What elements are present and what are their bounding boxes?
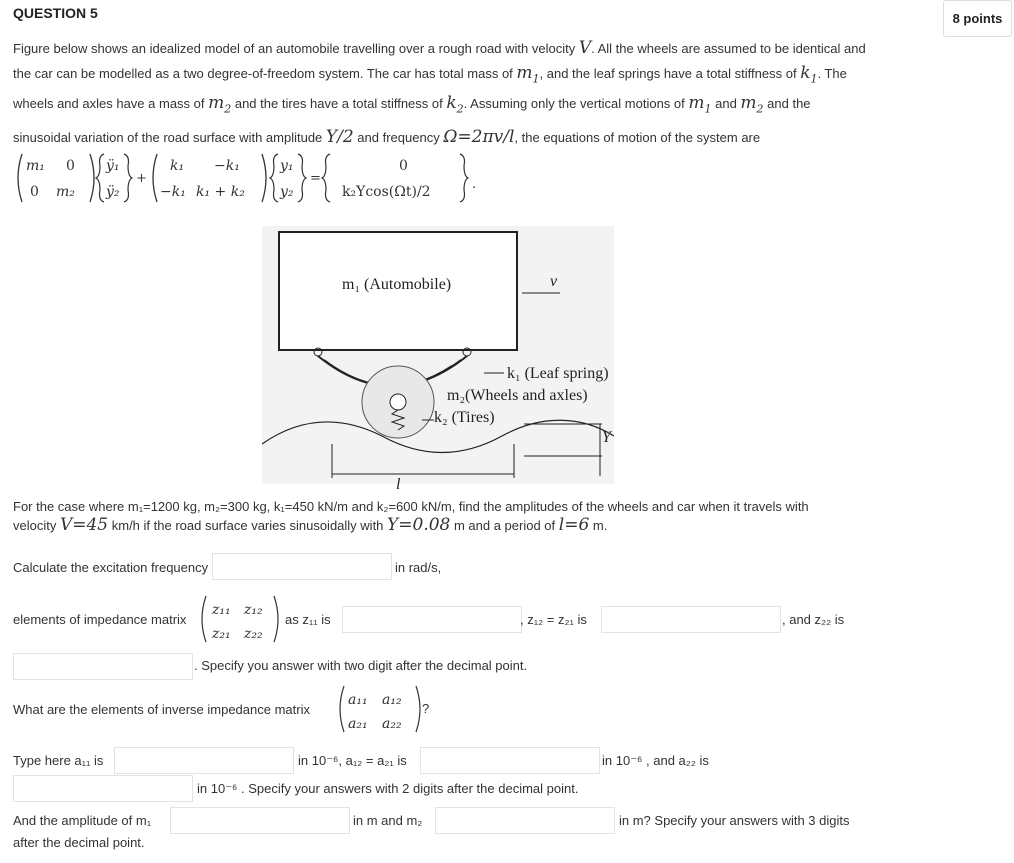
inverse-question-mark: ? (422, 701, 430, 716)
points-badge: 8 points (943, 0, 1012, 37)
rhs-bottom: k₂Ycos(Ωt)/2 (342, 184, 431, 200)
length-label: l (396, 476, 401, 493)
z12-entry: z₁₂ (244, 602, 263, 618)
amplitude-m1-label: And the amplitude of m₁ (13, 813, 152, 828)
equation-of-motion (12, 148, 492, 208)
case-line-1: For the case where m₁=1200 kg, m₂=300 kg, k₁=450 kN/m and k₂=600 kN/m, find the amplitudes of the wheels and car when it travels with (13, 499, 809, 514)
impedance-matrix-label: elements of impedance matrix (13, 612, 187, 627)
svg-text:+: + (136, 171, 147, 186)
a12-input[interactable] (420, 747, 600, 774)
intro-paragraph (13, 36, 883, 150)
amplitude-m1-input[interactable] (170, 807, 350, 834)
k1-letter: k (800, 63, 811, 83)
z11-label: as z₁₁ is (285, 612, 331, 627)
intro-text: and the (763, 96, 811, 112)
intro-text: Figure below shows an idealized model of an automobile travelling over a rough road with velocity (13, 41, 579, 56)
svg-text:y₂: y₂ (280, 184, 294, 200)
amplitude-label: Y (602, 429, 611, 446)
intro-line-2 (13, 61, 883, 91)
svg-text:k₁ + k₂: k₁ + k₂ (196, 184, 245, 200)
a-precision-note: in 10⁻⁶ . Specify your answers with 2 digits after the decimal point. (197, 781, 579, 796)
intro-text: . All the wheels are assumed to be identical and (591, 41, 866, 56)
frequency-expression: Ω=2πv/l (443, 126, 515, 147)
z11-entry: z₁₁ (212, 602, 231, 618)
svg-text:−k₁: −k₁ (214, 158, 240, 174)
period-value: l=6 (558, 515, 590, 535)
a21-entry: a₂₁ (348, 716, 368, 732)
intro-text: . The (817, 66, 847, 81)
amplitude-precision-note: after the decimal point. (13, 835, 145, 850)
intro-text: sinusoidal variation of the road surface with amplitude (13, 129, 326, 145)
excitation-frequency-unit: in rad/s, (395, 560, 442, 575)
tires-label: k₂ (Tires) (434, 409, 495, 426)
intro-line-4 (13, 125, 883, 150)
svg-text:=: = (310, 171, 321, 186)
inverse-impedance-label: What are the elements of inverse impedance matrix (13, 702, 310, 717)
svg-text:m₂: m₂ (56, 184, 75, 200)
rhs-top: 0 (399, 158, 408, 174)
m1-symbol: $m_1$ (688, 93, 712, 116)
amplitude-m2-label: in m and m₂ (353, 813, 423, 828)
inverse-impedance-matrix (336, 682, 424, 736)
intro-text: and the tires have a total stiffness of (231, 96, 447, 112)
z22-input[interactable] (13, 653, 193, 680)
m1-symbol: $m_1$ (516, 63, 540, 86)
case-text: m and a period of (450, 518, 559, 533)
amplitude-expression: Y/2 (325, 126, 354, 147)
intro-line-3 (13, 91, 883, 121)
z11-input[interactable] (342, 606, 522, 633)
z12-label: , z₁₂ = z₂₁ is (520, 612, 587, 627)
velocity-symbol: V (578, 38, 592, 58)
svg-text:0: 0 (30, 184, 39, 200)
case-text: velocity (13, 518, 60, 533)
z21-entry: z₂₁ (212, 626, 231, 642)
m1-letter: m (516, 63, 533, 83)
question-title: QUESTION 5 (13, 5, 98, 21)
z-precision-note: . Specify you answer with two digit after the decimal point. (194, 658, 528, 673)
intro-text: , and the leaf springs have a total stiffness of (539, 66, 801, 81)
a22-input[interactable] (13, 775, 193, 802)
intro-text: and (711, 96, 741, 112)
svg-text:ÿ₁: ÿ₁ (106, 158, 120, 174)
a11-input[interactable] (114, 747, 294, 774)
k2-symbol: $k_2$ (446, 93, 464, 116)
z22-entry: z₂₂ (244, 626, 263, 642)
amplitude-unit-note: in m? Specify your answers with 3 digits (619, 813, 850, 828)
case-paragraph (13, 497, 873, 535)
case-line-2 (13, 516, 873, 535)
z22-label: , and z₂₂ is (782, 612, 845, 627)
svg-text:m₁: m₁ (26, 158, 45, 174)
automobile-model-figure (262, 226, 614, 484)
excitation-frequency-input[interactable] (212, 553, 392, 580)
amplitude-value: Y=0.08 (387, 515, 451, 535)
a11-entry: a₁₁ (348, 692, 368, 708)
velocity-value: V=45 (59, 515, 109, 535)
svg-text:−k₁: −k₁ (160, 184, 186, 200)
svg-text:0: 0 (66, 158, 75, 174)
a12-label: in 10⁻⁶, a₁₂ = a₂₁ is (298, 753, 407, 768)
a22-entry: a₂₂ (382, 716, 402, 732)
excitation-frequency-label: Calculate the excitation frequency (13, 560, 209, 575)
a22-label: in 10⁻⁶ , and a₂₂ is (602, 753, 709, 768)
m2-symbol: $m_2$ (208, 93, 232, 116)
automobile-label: m₁ (Automobile) (342, 276, 452, 293)
leaf-spring-label: k₁ (Leaf spring) (507, 365, 609, 382)
wheels-label: m₂(Wheels and axles) (447, 387, 588, 404)
intro-text: wheels and axles have a mass of (13, 96, 209, 112)
m2-symbol: $m_2$ (740, 93, 764, 116)
impedance-matrix (198, 592, 282, 646)
svg-text:ÿ₂: ÿ₂ (106, 184, 120, 200)
intro-text: . Assuming only the vertical motions of (463, 96, 689, 112)
a11-label: Type here a₁₁ is (13, 753, 104, 768)
a12-entry: a₁₂ (382, 692, 402, 708)
case-text: km/h if the road surface varies sinusoidally with (108, 518, 388, 533)
intro-text: , the equations of motion of the system are (514, 129, 761, 145)
svg-text:y₁: y₁ (280, 158, 294, 174)
svg-text:.: . (472, 177, 477, 192)
case-text: m. (589, 518, 608, 533)
amplitude-m2-input[interactable] (435, 807, 615, 834)
k1-symbol: $k_1$ (800, 63, 818, 86)
z12-input[interactable] (601, 606, 781, 633)
velocity-label: v (550, 273, 558, 290)
intro-text: and frequency (353, 129, 444, 145)
intro-line-1 (13, 36, 883, 61)
intro-text: the car can be modelled as a two degree-of-freedom system. The car has total mass of (13, 66, 517, 81)
svg-text:k₁: k₁ (170, 158, 185, 174)
